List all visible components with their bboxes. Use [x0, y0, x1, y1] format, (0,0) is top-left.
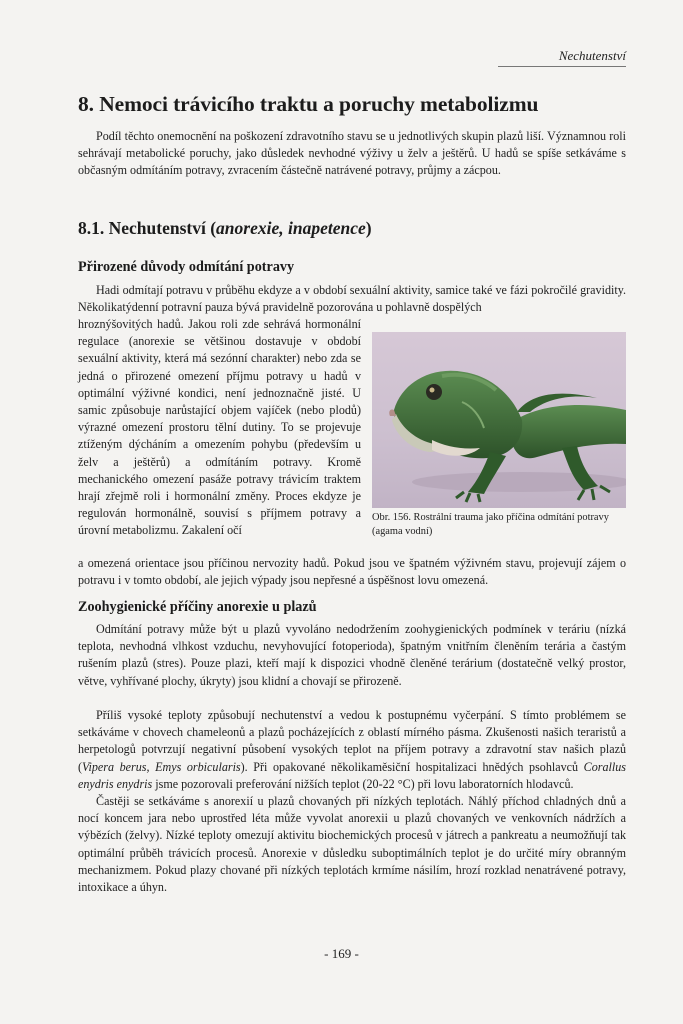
natural-paragraph-full: Hadi odmítají potravu v průběhu ekdyze a v období sexuální aktivity, samice také ve fázi pokročilé gravidity. Několikatýdenní potravní pauza bývá pravidelně pozorována u pohlavně dospělých [78, 283, 626, 315]
water-dragon-illustration [372, 332, 626, 508]
zoohygienic-paragraph-1: Odmítání potravy může být u plazů vyvoláno nedodržením zoohygienických podmínek v teráriu (nízká teplota, nevhodná vlhkost vzduchu, nevyhovující fotoperioda), špatným vnitřním členěním terária a častým rušením plazů (stres). Pouze plazi, kteří mají k dispozici vhodně členěné terárium (dostatečně velký prostor, větve, vyhřívané plochy, úkryty) jsou klidní a chovají se přirozeně. [78, 622, 626, 688]
front-claws [456, 492, 480, 502]
subsection-title-natural: Přirozené důvody odmítání potravy [78, 259, 295, 275]
section-title-number: 8.1. Nechutenství ( [78, 218, 217, 238]
section-title [78, 218, 372, 239]
eye [426, 384, 442, 400]
eye-highlight [430, 388, 435, 393]
p2-species-latin-2: Corallus enydris enydris [78, 759, 626, 791]
zoohygienic-paragraph-3: Častěji se setkáváme s anorexií u plazů chovaných při nízkých teplotách. Náhlý příchod chladných dnů a nocí koncem jara nebo uprostřed léta může vyvolat anorexii u plazů chovaných ve venkovních nádržích a výbězích (želvy). Nízké teploty omezují aktivitu biochemických procesů v játrech a pankreatu a neumožňují tak optimální průběh trávicích procesů. Anorexie v důsledku suboptimálních teplot je do určité míry obranným mechanizmem. Pokud plazy chované při nízkých teplotách krmíme násilím, hrozí rozklad nenatrávené potravy, intoxikace a úhyn. [78, 794, 626, 895]
page-number: - 169 - [324, 946, 359, 961]
p2-text-b: ). Při opakované několikaměsiční hospitalizaci hnědých psohlavců [240, 759, 584, 774]
p2-text-c: jsme pozorovali preferování nižších teplot (20-22 °C) při lovu laboratorních hlodavců. [152, 776, 574, 791]
header-rule [498, 66, 626, 67]
natural-paragraph-narrow: hroznýšovitých hadů. Jakou roli zde sehrává hormonální regulace (anorexie se většinou dostavuje v období sexuální aktivity, která má sezónní charakter) nebo zda se jedná o přirozené omezení příjmu potravy u hadů v optimální výživné kondici, není jednoznačně jisté. U samic způsobuje narůstající objem vajíček (nebo plodů) výrazné omezení prostoru tělní dutiny. To se projevuje ztíženým dýcháním a omezením pohybu (především u želv a ještěrů) a odmítáním potravy. Kromě mechanického omezení pasáže potravy trávicím traktem hrají zřejmě roli i hormonální změny. Proces ekdyze je regulován hormonálně, souvisí s příjmem potravy a úrovní metabolizmu. Zakalení očí [78, 317, 361, 538]
zoohygienic-paragraph-2 [78, 707, 626, 793]
running-header: Nechutenství [558, 48, 626, 63]
figure-lizard-photo [372, 332, 626, 508]
section-title-italic: anorexie, inapetence [216, 218, 366, 238]
intro-paragraph: Podíl těchto onemocnění na poškození zdravotního stavu se u jednotlivých skupin plazů liší. Významnou roli sehrávají metabolické poruchy, jako důsledek nevhodné výživy u želv a ještěrů. U hadů se spíše setkáváme s občasným odmítáním potravy, zvracením částečně natrávené potravy, průjmy a zácpou. [78, 129, 626, 178]
natural-paragraph-after: a omezená orientace jsou příčinou nervozity hadů. Pokud jsou ve špatném výživném stavu, projevují zájem o potravu i v tomto období, ale jejich výpady jsou nepřesné a úspěšnost lovu omezená. [78, 556, 626, 588]
p2-text-a: Příliš vysoké teploty způsobují nechutenství a vedou k postupnému vyčerpání. S tímto problémem se setkáváme v chovech chameleonů a plazů pocházejících z oblastí mírného pásma. Zkušenosti našich teraristů a herpetologů potvrzují negativní působení vysokých teplot na příjem potravy a zdravotní stav našich plazů ( [78, 708, 626, 774]
subsection-title-zoohygienic: Zoohygienické příčiny anorexie u plazů [78, 599, 317, 615]
p2-species-latin-1: Vipera berus, Emys orbicularis [82, 759, 241, 774]
section-title-end: ) [365, 218, 372, 238]
figure-caption: Obr. 156. Rostrální trauma jako příčina odmítání potravy (agama vodní) [372, 512, 609, 537]
chapter-title: 8. Nemoci trávicího traktu a poruchy metabolizmu [78, 92, 539, 116]
